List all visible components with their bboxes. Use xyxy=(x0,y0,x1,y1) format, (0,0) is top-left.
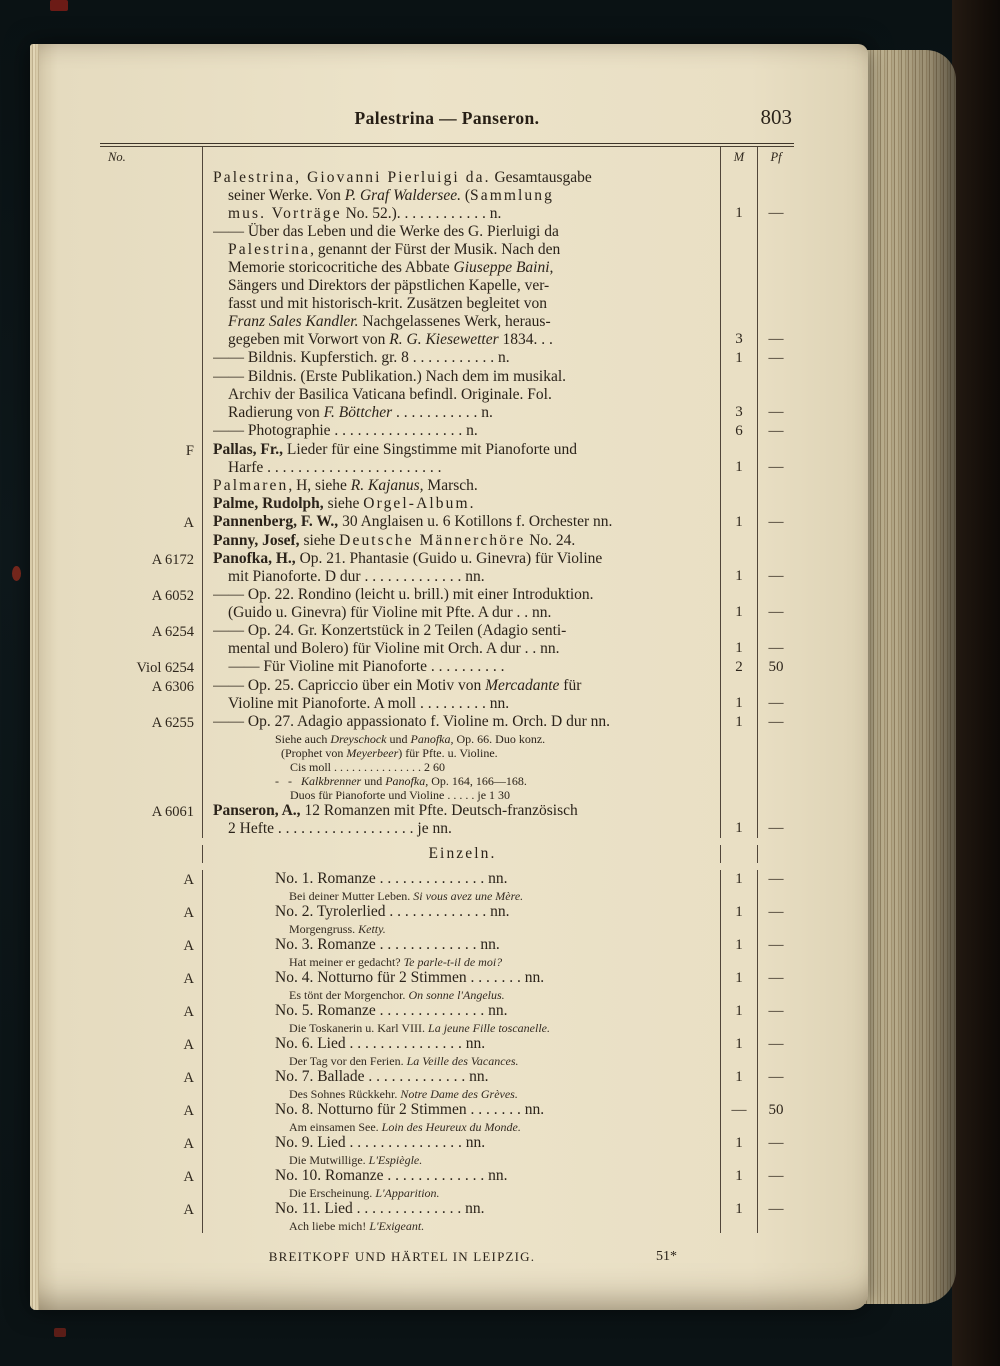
entry-text xyxy=(202,586,720,622)
price-mark xyxy=(720,845,757,863)
catalog-row xyxy=(100,1002,794,1021)
price-pfennig xyxy=(757,477,794,495)
catalog-number: Viol 6254 xyxy=(136,660,194,676)
text-line: seiner Werke. Von P. Graf Waldersee. (Sammlung xyxy=(228,187,554,204)
catalog-row xyxy=(100,845,794,863)
price-pfennig: — xyxy=(757,1134,794,1153)
price-mark xyxy=(720,889,757,903)
catalog-row xyxy=(100,677,794,713)
text-line: Radierung von F. Böttcher . . . . . . . . . . . n. xyxy=(228,404,493,421)
catalog-number: A xyxy=(183,971,194,987)
price-pfennig: — xyxy=(757,422,794,441)
text-line: Duos für Pianoforte und Violine . . . . . je 1 30 xyxy=(275,788,511,802)
catalog-row xyxy=(100,1054,794,1068)
catalog-row xyxy=(100,1186,794,1200)
catalog-row xyxy=(100,988,794,1002)
price-mark: 1 xyxy=(720,713,757,732)
price-pfennig: — xyxy=(757,622,794,658)
catalog-number: A xyxy=(183,872,194,888)
page-number: 803 xyxy=(760,105,792,129)
text-line: No. 5. Romanze . . . . . . . . . . . . . . nn. xyxy=(275,1002,508,1019)
entry-text xyxy=(202,1120,720,1134)
text-line: gegeben mit Vorwort von R. G. Kiesewetter 1834. . . xyxy=(228,331,553,348)
price-mark xyxy=(720,1054,757,1068)
price-pfennig: — xyxy=(757,513,794,532)
text-line: Cis moll . . . . . . . . . . . . . . . 2 60 xyxy=(275,760,446,774)
catalog-row xyxy=(100,1120,794,1134)
entry-text xyxy=(202,441,720,477)
text-line: —— Bildnis. Kupferstich. gr. 8 . . . . . . . . . . . n. xyxy=(213,349,510,366)
catalog-number xyxy=(100,223,202,349)
entry-text xyxy=(202,495,720,513)
catalog-number: A xyxy=(183,1070,194,1086)
catalog-number xyxy=(100,955,202,969)
price-pfennig: — xyxy=(757,677,794,713)
text-line: Franz Sales Kandler. Nachgelassenes Werk, heraus- xyxy=(228,313,551,330)
catalog-number: A 6052 xyxy=(151,588,194,604)
catalog-row xyxy=(100,532,794,550)
price-pfennig xyxy=(757,1186,794,1200)
price-pfennig: — xyxy=(757,368,794,422)
text-line: Archiv der Basilica Vaticana befindl. Originale. Fol. xyxy=(228,386,552,403)
printed-content xyxy=(100,102,794,1269)
price-mark: 1 xyxy=(720,1167,757,1186)
catalog-number xyxy=(100,889,202,903)
entry-text xyxy=(202,1167,720,1186)
catalog-row xyxy=(100,1101,794,1120)
paper-page xyxy=(30,44,868,1310)
entry-text xyxy=(202,1101,720,1120)
price-mark: 1 xyxy=(720,349,757,368)
catalog-row xyxy=(100,922,794,936)
text-line: Einzeln. xyxy=(428,845,497,862)
text-line: mus. Vorträge No. 52.). . . . . . . . . . . . n. xyxy=(228,205,502,222)
entry-text xyxy=(202,349,720,368)
spine-mark xyxy=(50,0,68,11)
catalog-row xyxy=(100,550,794,586)
price-mark xyxy=(720,1087,757,1101)
catalog-row xyxy=(100,903,794,922)
entry-text xyxy=(202,969,720,988)
catalog-row xyxy=(100,1219,794,1233)
text-line: Siehe auch Dreyschock und Panofka, Op. 66. Duo konz. xyxy=(275,732,546,746)
catalog-number xyxy=(100,1186,202,1200)
entry-text xyxy=(202,1002,720,1021)
catalog-number: A 6254 xyxy=(151,624,194,640)
entry-text xyxy=(202,903,720,922)
spine-mark xyxy=(12,566,21,581)
publisher-imprint: BREITKOPF UND HÄRTEL IN LEIPZIG. xyxy=(268,1249,536,1264)
text-line: Palestrina, Giovanni Pierluigi da. Gesamtausgabe xyxy=(213,169,592,186)
entry-text xyxy=(202,802,720,838)
text-line: No. 11. Lied . . . . . . . . . . . . . . nn. xyxy=(275,1200,485,1217)
entry-text xyxy=(202,1021,720,1035)
entry-text xyxy=(202,889,720,903)
running-header xyxy=(100,105,794,134)
entry-text xyxy=(202,1153,720,1167)
text-line: Der Tag vor den Ferien. La Veille des Vacances. xyxy=(289,1054,519,1068)
price-mark xyxy=(720,1153,757,1167)
entry-text xyxy=(202,513,720,532)
price-pfennig xyxy=(757,732,794,802)
entry-text xyxy=(202,870,720,889)
catalog-row xyxy=(100,513,794,532)
entry-text xyxy=(202,936,720,955)
price-pfennig xyxy=(757,1054,794,1068)
column-pfennig-label: Pf xyxy=(757,147,794,169)
text-line: Die Mutwillige. L'Espiègle. xyxy=(289,1153,423,1167)
catalog-number xyxy=(100,1021,202,1035)
text-line: —— Op. 27. Adagio appassionato f. Violine m. Orch. D dur nn. xyxy=(213,713,610,730)
price-pfennig xyxy=(757,495,794,513)
price-pfennig xyxy=(757,1153,794,1167)
price-pfennig: 50 xyxy=(757,658,794,677)
catalog-row xyxy=(100,1153,794,1167)
text-line: Ach liebe mich! L'Exigeant. xyxy=(289,1219,425,1233)
price-mark: 1 xyxy=(720,441,757,477)
column-no-label: No. xyxy=(108,150,126,164)
catalog-row xyxy=(100,441,794,477)
price-mark: 1 xyxy=(720,1200,757,1219)
price-pfennig: — xyxy=(757,713,794,732)
price-mark xyxy=(720,1219,757,1233)
catalog-number xyxy=(100,495,202,513)
price-pfennig: — xyxy=(757,223,794,349)
catalog-row xyxy=(100,802,794,838)
signature-mark: 51* xyxy=(656,1249,677,1264)
table-header-row xyxy=(100,147,794,169)
catalog-number xyxy=(100,732,202,802)
entry-text xyxy=(202,223,720,349)
price-pfennig: — xyxy=(757,1200,794,1219)
price-pfennig: 50 xyxy=(757,1101,794,1120)
price-pfennig xyxy=(757,1087,794,1101)
catalog-number: A xyxy=(183,905,194,921)
price-mark: 1 xyxy=(720,169,757,223)
page-footer xyxy=(100,1249,794,1269)
text-line: Hat meiner er gedacht? Te parle-t-il de moi? xyxy=(289,955,503,969)
text-line: No. 4. Notturno für 2 Stimmen . . . . . . . nn. xyxy=(275,969,545,986)
catalog-number: A xyxy=(183,1202,194,1218)
text-line: Sängers und Direktors der päpstlichen Kapelle, ver- xyxy=(228,277,550,294)
text-line: —— Photographie . . . . . . . . . . . . . . . . . n. xyxy=(213,422,478,439)
entry-text xyxy=(202,845,720,863)
entry-text xyxy=(202,988,720,1002)
catalog-row xyxy=(100,586,794,622)
catalog-row xyxy=(100,969,794,988)
text-line: mental und Bolero) für Violine mit Orch. A dur . . nn. xyxy=(228,640,560,657)
text-line: Panofka, H., Op. 21. Phantasie (Guido u. Ginevra) für Violine xyxy=(213,550,603,567)
price-mark xyxy=(720,732,757,802)
text-line: Palestrina, genannt der Fürst der Musik. Nach den xyxy=(228,241,561,258)
price-mark xyxy=(720,1186,757,1200)
entry-text xyxy=(202,658,720,677)
catalog-number: A 6255 xyxy=(151,715,194,731)
text-line: Palme, Rudolph, siehe Orgel-Album. xyxy=(213,495,474,512)
catalog-row xyxy=(100,169,794,223)
price-mark: 1 xyxy=(720,622,757,658)
price-pfennig xyxy=(757,922,794,936)
catalog-number xyxy=(100,477,202,495)
catalog-rows xyxy=(100,169,794,1233)
catalog-number xyxy=(100,368,202,422)
text-line: —— Op. 22. Rondino (leicht u. brill.) mit einer Introduktion. xyxy=(213,586,594,603)
price-mark: 2 xyxy=(720,658,757,677)
catalog-row xyxy=(100,349,794,368)
catalog-row xyxy=(100,1200,794,1219)
text-line: Am einsamen See. Loin des Heureux du Monde. xyxy=(289,1120,521,1134)
text-line: 2 Hefte . . . . . . . . . . . . . . . . . . je nn. xyxy=(228,820,452,837)
catalog-number xyxy=(100,1120,202,1134)
text-line: Violine mit Pianoforte. A moll . . . . . . . . . nn. xyxy=(228,695,510,712)
text-line: No. 7. Ballade . . . . . . . . . . . . . nn. xyxy=(275,1068,489,1085)
entry-text xyxy=(202,169,720,223)
catalog-number: A 6172 xyxy=(151,552,194,568)
text-line: —— Op. 25. Capriccio über ein Motiv von Mercadante für xyxy=(213,677,582,694)
price-pfennig xyxy=(757,889,794,903)
table-header-spacer xyxy=(202,147,720,169)
text-line: —— Op. 24. Gr. Konzertstück in 2 Teilen (Adagio senti- xyxy=(213,622,567,639)
price-mark: 1 xyxy=(720,550,757,586)
entry-text xyxy=(202,1219,720,1233)
text-line: No. 1. Romanze . . . . . . . . . . . . . . nn. xyxy=(275,870,508,887)
price-pfennig: — xyxy=(757,441,794,477)
text-line: Harfe . . . . . . . . . . . . . . . . . . . . . . . xyxy=(228,459,442,476)
catalog-row xyxy=(100,495,794,513)
catalog-number xyxy=(100,349,202,368)
price-mark xyxy=(720,1021,757,1035)
catalog-row xyxy=(100,955,794,969)
catalog-row xyxy=(100,732,794,802)
page-stack-edges xyxy=(864,50,956,1304)
entry-text xyxy=(202,622,720,658)
catalog-row xyxy=(100,1068,794,1087)
text-line: —— Für Violine mit Pianoforte . . . . . . . . . . xyxy=(213,658,505,675)
catalog-number xyxy=(100,988,202,1002)
price-pfennig: — xyxy=(757,1002,794,1021)
catalog-row xyxy=(100,1021,794,1035)
catalog-number: A xyxy=(183,1136,194,1152)
catalog-row xyxy=(100,889,794,903)
price-mark: 1 xyxy=(720,936,757,955)
price-mark xyxy=(720,532,757,550)
price-pfennig: — xyxy=(757,936,794,955)
price-mark: 1 xyxy=(720,969,757,988)
entry-text xyxy=(202,532,720,550)
price-pfennig: — xyxy=(757,1035,794,1054)
catalog-number xyxy=(100,169,202,223)
text-line: —— Über das Leben und die Werke des G. Pierluigi da xyxy=(213,223,559,240)
text-line: Morgengruss. Ketty. xyxy=(289,922,386,936)
catalog-number: A xyxy=(183,938,194,954)
entry-text xyxy=(202,422,720,441)
catalog-number xyxy=(100,1087,202,1101)
price-pfennig: — xyxy=(757,903,794,922)
price-pfennig xyxy=(757,1021,794,1035)
catalog-number: A xyxy=(183,1169,194,1185)
catalog-table xyxy=(100,147,794,1233)
price-pfennig: — xyxy=(757,1068,794,1087)
catalog-number: A xyxy=(183,1103,194,1119)
text-line: Pallas, Fr., Lieder für eine Singstimme mit Pianoforte und xyxy=(213,441,578,458)
text-line: Panny, Josef, siehe Deutsche Männerchöre No. 24. xyxy=(213,532,576,549)
catalog-row xyxy=(100,1134,794,1153)
catalog-row xyxy=(100,1087,794,1101)
text-line: Des Sohnes Rückkehr. Notre Dame des Grèves. xyxy=(289,1087,518,1101)
catalog-number xyxy=(100,1153,202,1167)
text-line: No. 2. Tyrolerlied . . . . . . . . . . . . . nn. xyxy=(275,903,510,920)
text-line: Bei deiner Mutter Leben. Si vous avez une Mère. xyxy=(289,889,524,903)
column-mark-label: M xyxy=(720,147,757,169)
catalog-number: A 6306 xyxy=(151,679,194,695)
entry-text xyxy=(202,677,720,713)
catalog-number: A xyxy=(183,1004,194,1020)
text-line: No. 9. Lied . . . . . . . . . . . . . . . nn. xyxy=(275,1134,486,1151)
catalog-row xyxy=(100,1035,794,1054)
entry-text xyxy=(202,1054,720,1068)
book-cover-edge xyxy=(952,0,1000,1366)
price-mark: 1 xyxy=(720,1035,757,1054)
catalog-number xyxy=(100,845,202,863)
catalog-row xyxy=(100,368,794,422)
catalog-row xyxy=(100,870,794,889)
price-pfennig xyxy=(757,988,794,1002)
price-mark: 6 xyxy=(720,422,757,441)
price-pfennig: — xyxy=(757,802,794,838)
entry-text xyxy=(202,1035,720,1054)
catalog-number xyxy=(100,922,202,936)
catalog-row xyxy=(100,936,794,955)
text-line: (Prophet von Meyerbeer) für Pfte. u. Violine. xyxy=(275,746,498,760)
catalog-row xyxy=(100,1167,794,1186)
price-mark: 1 xyxy=(720,1134,757,1153)
entry-text xyxy=(202,922,720,936)
price-pfennig: — xyxy=(757,550,794,586)
spine-mark xyxy=(54,1328,66,1337)
text-line: Es tönt der Morgenchor. On sonne l'Angelus. xyxy=(289,988,505,1002)
text-line: - - Kalkbrenner und Panofka, Op. 164, 166—168. xyxy=(275,774,527,788)
catalog-row xyxy=(100,713,794,732)
catalog-row xyxy=(100,622,794,658)
left-page-edges xyxy=(30,44,39,1310)
price-pfennig xyxy=(757,1120,794,1134)
catalog-number: A 6061 xyxy=(151,804,194,820)
price-pfennig: — xyxy=(757,169,794,223)
text-line: Palmaren, H, siehe R. Kajanus, Marsch. xyxy=(213,477,478,494)
price-mark xyxy=(720,955,757,969)
catalog-number xyxy=(100,1054,202,1068)
text-line: Memorie storicocritiche des Abbate Giuseppe Baini, xyxy=(228,259,554,276)
price-pfennig: — xyxy=(757,1167,794,1186)
entry-text xyxy=(202,550,720,586)
price-mark: — xyxy=(720,1101,757,1120)
catalog-number xyxy=(100,532,202,550)
price-mark: 1 xyxy=(720,513,757,532)
entry-text xyxy=(202,955,720,969)
text-line: mit Pianoforte. D dur . . . . . . . . . . . . . nn. xyxy=(228,568,485,585)
entry-text xyxy=(202,1186,720,1200)
price-mark: 1 xyxy=(720,802,757,838)
text-line: Panseron, A., 12 Romanzen mit Pfte. Deutsch-französisch xyxy=(213,802,578,819)
entry-text xyxy=(202,1087,720,1101)
price-mark xyxy=(720,495,757,513)
price-pfennig xyxy=(757,845,794,863)
catalog-number: F xyxy=(185,443,194,459)
price-mark: 1 xyxy=(720,586,757,622)
catalog-number: A xyxy=(183,515,194,531)
price-mark: 1 xyxy=(720,870,757,889)
text-line: Pannenberg, F. W., 30 Anglaisen u. 6 Kotillons f. Orchester nn. xyxy=(213,513,613,530)
text-line: No. 8. Notturno für 2 Stimmen . . . . . . . nn. xyxy=(275,1101,545,1118)
entry-text xyxy=(202,1134,720,1153)
catalog-row xyxy=(100,658,794,677)
catalog-number xyxy=(100,1219,202,1233)
price-pfennig: — xyxy=(757,870,794,889)
entry-text xyxy=(202,713,720,732)
catalog-row xyxy=(100,477,794,495)
catalog-row xyxy=(100,223,794,349)
text-line: (Guido u. Ginevra) für Violine mit Pfte. A dur . . nn. xyxy=(228,604,552,621)
entry-text xyxy=(202,368,720,422)
price-pfennig: — xyxy=(757,586,794,622)
entry-text xyxy=(202,477,720,495)
price-mark xyxy=(720,1120,757,1134)
text-line: —— Bildnis. (Erste Publikation.) Nach dem im musikal. xyxy=(213,368,567,385)
price-mark xyxy=(720,988,757,1002)
text-line: No. 10. Romanze . . . . . . . . . . . . . nn. xyxy=(275,1167,508,1184)
price-mark: 3 xyxy=(720,223,757,349)
price-pfennig xyxy=(757,955,794,969)
price-mark: 1 xyxy=(720,677,757,713)
price-mark xyxy=(720,922,757,936)
text-line: No. 6. Lied . . . . . . . . . . . . . . . nn. xyxy=(275,1035,486,1052)
text-line: fasst und mit historisch-krit. Zusätzen begleitet von xyxy=(228,295,547,312)
catalog-number xyxy=(100,422,202,441)
price-pfennig xyxy=(757,1219,794,1233)
entry-text xyxy=(202,732,720,802)
price-mark: 1 xyxy=(720,1068,757,1087)
price-mark: 1 xyxy=(720,903,757,922)
catalog-row xyxy=(100,422,794,441)
entry-text xyxy=(202,1200,720,1219)
page-title: Palestrina — Panseron. xyxy=(354,108,540,128)
text-line: Die Erscheinung. L'Apparition. xyxy=(289,1186,440,1200)
text-line: Die Toskanerin u. Karl VIII. La jeune Fille toscanelle. xyxy=(289,1021,550,1035)
price-pfennig: — xyxy=(757,969,794,988)
price-mark xyxy=(720,477,757,495)
entry-text xyxy=(202,1068,720,1087)
price-pfennig xyxy=(757,532,794,550)
text-line: No. 3. Romanze . . . . . . . . . . . . . nn. xyxy=(275,936,500,953)
price-mark: 1 xyxy=(720,1002,757,1021)
catalog-number: A xyxy=(183,1037,194,1053)
price-pfennig: — xyxy=(757,349,794,368)
price-mark: 3 xyxy=(720,368,757,422)
